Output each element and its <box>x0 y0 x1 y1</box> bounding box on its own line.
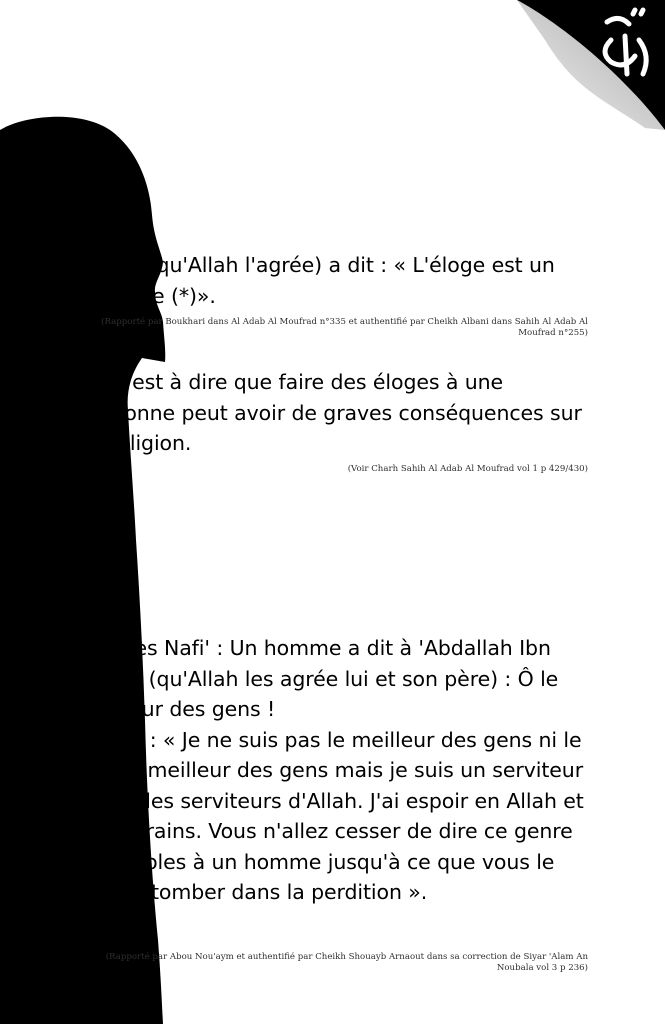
footnote-source: (Voir Charh Sahih Al Adab Al Moufrad vol 1 p 429/430) <box>347 464 588 474</box>
quote-omar-text: 'Omar (qu'Allah l'agrée) a dit : « L'éloge est un sacrifice (*)». <box>80 253 555 308</box>
quote-ibn-omar-source: (Rapporté par Abou Nou'aym et authentifié par Cheikh Shouayb Arnaout dans sa correction de Siyar 'Alam An Noubala vol 3 p 236) <box>105 952 588 973</box>
quote-ibn-omar-intro: D'après Nafi' : Un homme a dit à 'Abdallah Ibn 'Omar (qu'Allah les agrée lui et son père) : Ô le meilleur des gens ! <box>80 636 559 721</box>
quote-omar <box>80 250 588 311</box>
footnote <box>80 367 588 459</box>
page-curl-corner <box>515 0 665 132</box>
footnote-text: (*) C'est à dire que faire des éloges à une personne peut avoir de graves conséquences sur sa religion. <box>80 370 582 455</box>
quote-ibn-omar-reply: Il a dit : « Je ne suis pas le meilleur des gens ni le fils du meilleur des gens mais je suis un serviteur parmi les serviteurs d'Allah. J'ai espoir en Allah et je Le crains. Vous n'allez cesser de dire ce genre de paroles à un homme jusqu'à ce que vous le faisiez tomber dans la perdition ». <box>80 727 584 904</box>
quote-omar-source: (Rapporté par Boukhari dans Al Adab Al Moufrad n°335 et authentifié par Cheikh Albani dans Sahih Al Adab Al Moufrad n°255) <box>101 317 588 338</box>
quote-ibn-omar <box>80 633 588 908</box>
